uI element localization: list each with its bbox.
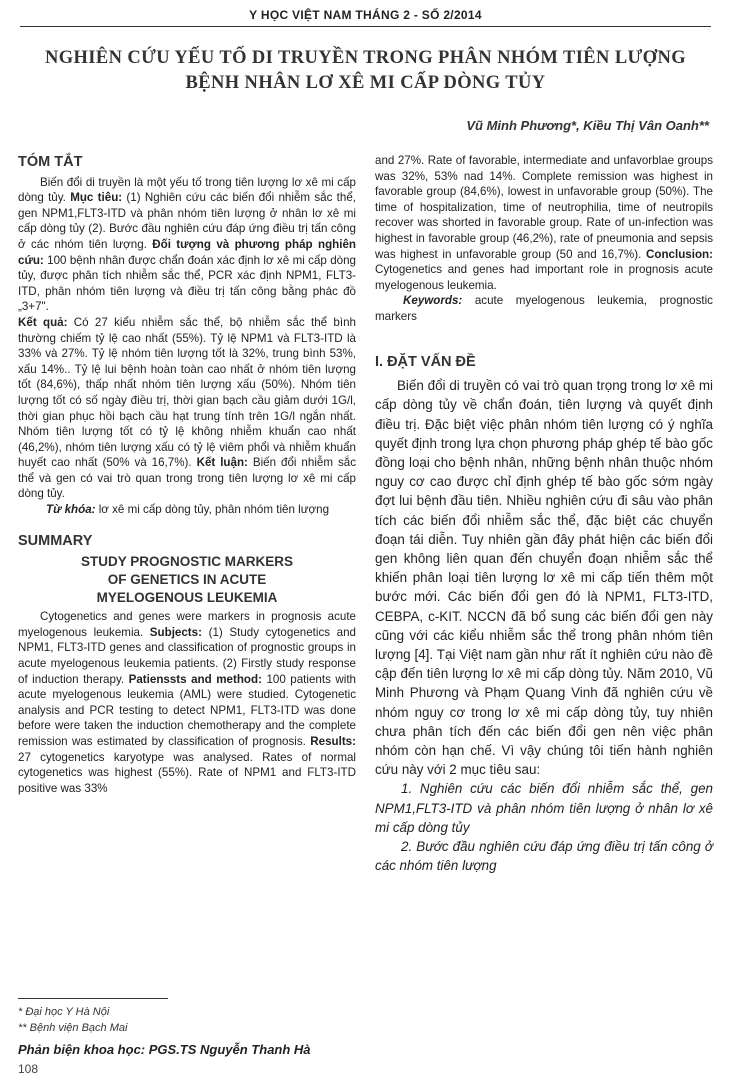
footnote-affiliation-1: * Đại học Y Hà Nội: [18, 1006, 110, 1018]
abstract-intro: Biến đổi di truyền là một yếu tố trong tiên lượng lơ xê mi cấp dòng tủy.: [18, 175, 356, 205]
right-column: [375, 153, 713, 875]
keywords-en-label: Keywords:: [403, 294, 475, 308]
summary-title-line-3: MYELOGENOUS LEUKEMIA: [96, 590, 278, 606]
keywords-vi-text: lơ xê mi cấp dòng tủy, phân nhóm tiên lượng: [98, 503, 330, 517]
header-rule: [20, 26, 711, 27]
article-title: [20, 46, 711, 96]
summary-title-line-1: STUDY PROGNOSTIC MARKERS: [80, 554, 294, 570]
summary-continued: [375, 153, 713, 293]
title-line-2: BỆNH NHÂN LƠ XÊ MI CẤP DÒNG TỦY: [185, 73, 546, 93]
objective-text: (1) Nghiên cứu các biến đổi nhiễm sắc thể, gen NPM1,FLT3-ITD và phân nhóm tiên lượng ở nhân lơ xê mi cấp dòng tủy (2). Bước đầu nghiên cứu đáp ứng điều trị tấn công ở các nhóm tiên lượng.: [18, 191, 356, 251]
summary-results-a: 27 cytogenetics karyotype was analysed. Rates of normal cytogenetics was highest (55%). Rate of NPM1 and FLT3-ITD positive was 33%: [18, 750, 356, 795]
conclusion-label: Kết luận:: [196, 456, 253, 470]
keywords-en-text: acute myelogenous leukemia, prognostic markers: [375, 294, 713, 323]
subjects-text: (1) Study cytogenetics and NPM1, FLT3-ITD genes and classification of prognostic groups in acute myelogenous leukemia patients. (2) Firstly study response of induction therapy.: [18, 625, 357, 686]
summary-conclusion-label: Conclusion:: [646, 247, 713, 261]
subjects-label: Subjects:: [149, 625, 209, 639]
introduction-body: [375, 376, 713, 875]
footnote-affiliation-2: ** Bệnh viện Bạch Mai: [18, 1022, 128, 1034]
conclusion-text: Biến đổi nhiễm sắc thể và gen có vai trò quan trong trong tiên lượng lơ xê mi cấp dòng tủy.: [18, 456, 356, 501]
objective-label: Mục tiêu:: [70, 191, 127, 205]
reviewer-note: Phản biện khoa học: PGS.TS Nguyễn Thanh Hà: [18, 1042, 311, 1057]
summary-results-label: Results:: [310, 735, 356, 748]
summary-results-b: and 27%. Rate of favorable, intermediate and unfavorblae groups was 32%, 53% nad 14%. Complete remission was highest in favorable group (84,6%), lowest in unfavorable group (50%). The time of hospitalization, time of neutrophilia, time of neutropils recover was shorted in favorable group. Rate of un-infection was highest in favorable group (46,2%), rate of pneumonia and sepsis was highest in unfavorable group (50 and 16,7%).: [375, 154, 713, 261]
keywords-vi-label: Từ khóa:: [46, 503, 99, 517]
results-label: Kết quả:: [18, 315, 74, 329]
method-text: 100 patients with acute myelogenous leukemia (AML) were studied. Cytogenetic analysis and PCR testing to detect NPM1, FLT3-ITD was done before were taken the induction chemotherapy and the complete remission was estimated by classification of prognosis.: [18, 672, 356, 748]
title-line-1: NGHIÊN CỨU YẾU TỐ DI TRUYỀN TRONG PHÂN NHÓM TIÊN LƯỢNG: [44, 48, 687, 68]
summary-title: [18, 553, 356, 607]
method-label: Patienssts and method:: [128, 672, 267, 686]
authors: Vũ Minh Phương*, Kiều Thị Vân Oanh**: [466, 118, 709, 133]
footnote-rule: [18, 998, 168, 999]
summary-body: [18, 609, 356, 796]
methods-text: 100 bệnh nhân được chẩn đoán xác định lơ xê mi cấp dòng tủy, được phân tích nhiễm sắc thể, PCR xác định NPM1, FLT3-ITD, phân nhóm tiên lượng và điều trị tấn công bằng phác đồ „3+7".: [18, 253, 356, 314]
abstract-vi-body: [18, 175, 356, 315]
summary-intro: Cytogenetics and genes were markers in prognosis acute myelogenous leukemia.: [18, 610, 356, 639]
journal-header: Y HỌC VIỆT NAM THÁNG 2 - SỐ 2/2014: [249, 8, 482, 22]
abstract-heading: TÓM TẮT: [18, 154, 83, 170]
page-number: 108: [18, 1062, 39, 1076]
keywords-en: [375, 293, 713, 324]
summary-heading: SUMMARY: [18, 532, 93, 549]
introduction-heading: I. ĐẶT VẤN ĐỀ: [375, 353, 476, 370]
results-text: Có 27 kiểu nhiễm sắc thể, bộ nhiễm sắc thể bình thường chiếm tỷ lệ cao nhất (55%). Tỷ lệ NPM1 và FLT3-ITD là 33% và 27%. Tỷ lệ nhóm tiên lượng tốt là 32%, trung bình 53%, xấu 14%.. Tỷ lệ lui bệnh hoàn toàn cao nhất ở nhóm tiên lượng tốt (84,6%), thấp nhất nhóm tiên lượng xấu (50%). Nhóm tiên lượng tốt có số ngày điều trị, thời gian bạch cầu giảm dưới 1G/l, thời gian phục hồi bạch cầu hạt trung tính trên 1G/l ngắn nhất. Nhóm tiên lượng tốt có tỷ lệ không nhiễm khuẩn cao nhất (46,2%), nhóm tiên lượng xấu có tỷ lệ viêm phổi và nhiễm khuẩn huyết cao nhất (50% và 16,7%).: [18, 315, 356, 470]
summary-conclusion-text: Cytogenetics and genes had important role in prognosis acute myelogenous leukemia.: [375, 263, 713, 292]
goal-2: 2. Bước đầu nghiên cứu đáp ứng điều trị tấn công ở các nhóm tiên lượng: [375, 839, 713, 874]
left-column: [18, 155, 356, 796]
introduction-paragraph: Biến đổi di truyền có vai trò quan trọng trong lơ xê mi cấp dòng tủy về chẩn đoán, tiên lượng và quyết định điều trị. Đặc biệt việc phân nhóm tiên lượng có ý nghĩa quyết định trong lựa chọn phương pháp ghép tế bào gốc đồng loại cho bệnh nhân, những bệnh nhân thuộc nhóm nguy cơ cao được chỉ định ghép tế bào gốc sớm ngày đợt lui bệnh đầu tiên. Nhiều nghiên cứu đi sâu vào phân tích các biến đổi nhiễm sắc thể, đặc biệt các chuyển đoạn tái diễn. Tuy nhiên gần đây phát hiện các biến đổi gen không liên quan đến chuyển đoạn nhiễm sắc thể khiến phân loại tiên lượng lơ xê mi cấp tiến thêm một bước mới. Các biến đổi gen đó là NPM1, FLT3-ITD, CEBPA, c-KIT. NCCN đã bổ sung các biến đổi gen này cũng với các kiểu nhiễm sắc thể trong phân nhóm tiên lượng [4]. Tại Việt nam gần như rất ít nghiên cứu nào đề cập đến tiên lượng lơ xê mi cấp dòng tủy. Năm 2010, Vũ Minh Phương và Phạm Quang Vinh đã nghiên cứu về nhóm nguy cơ trong lơ xê mi cấp dòng tủy, tuy nhiên chưa phân tích đến các biến đổi gen nên việc phân nhóm còn hạn chế. Vì vậy chúng tôi tiến hành nghiên cứu này với 2 mục tiêu sau:: [375, 378, 713, 778]
summary-title-line-2: OF GENETICS IN ACUTE: [107, 572, 267, 588]
goal-1: 1. Nghiên cứu các biến đổi nhiễm sắc thể, gen NPM1,FLT3-ITD và phân nhóm tiên lượng ở nhân lơ xê mi cấp dòng tủy: [375, 781, 713, 835]
keywords-vi: [18, 502, 356, 518]
methods-label: Đối tượng và phương pháp nghiên cứu:: [18, 237, 356, 267]
abstract-vi-results: [18, 315, 356, 502]
